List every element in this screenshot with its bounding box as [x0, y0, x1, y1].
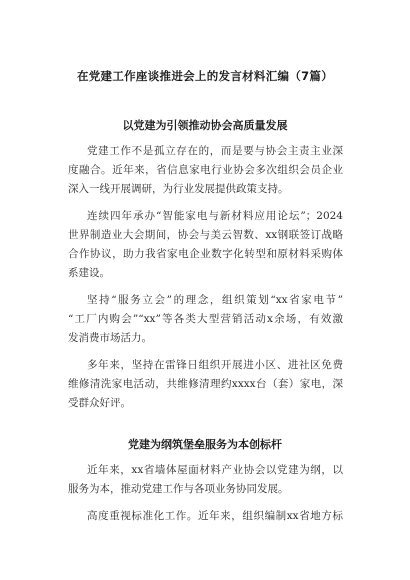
paragraph-line: 世界制造业大会期间，协会与美云智数、xx钢联签订战略 — [68, 229, 343, 241]
paragraph-line: 坚持“服务立会”的理念，组织策划“xx省家电节” — [87, 294, 343, 306]
paragraph-line: 受群众好评。 — [68, 397, 131, 409]
document-title: 在党建工作座谈推进会上的发言材料汇编（7篇） — [76, 69, 334, 83]
paragraph-line: 度融合。近年来，省信息家电行业协会多次组织会员企业 — [68, 164, 343, 176]
paragraph-line: 党建工作不是孤立存在的，而是要与协会主责主业深 — [87, 145, 343, 157]
paragraph-line: 系建设。 — [68, 267, 110, 279]
section-heading-2: 党建为纲筑堡垒服务为本创标杆 — [128, 438, 282, 451]
paragraph-line: 多年来，坚持在雷锋日组织开展进小区、进社区免费 — [87, 359, 343, 371]
paragraph-line: 深入一线开展调研，为行业发展提供政策支持。 — [68, 183, 289, 195]
paragraph-line: 合作协议，助力我省家电企业数字化转型和原材料采购体 — [68, 248, 343, 260]
paragraph-line: 近年来，xx省墙体屋面材料产业协会以党建为纲，以 — [87, 464, 343, 476]
section-heading-1: 以党建为引领推动协会高质量发展 — [122, 119, 288, 132]
paragraph-line: 服务为本，推动党建工作与各项业务协同发展。 — [68, 483, 289, 495]
paragraph-line: 发消费市场活力。 — [68, 332, 152, 344]
paragraph-line: 连续四年承办“智能家电与新材料应用论坛”；2024 — [87, 210, 343, 222]
paragraph-line: 维修清洗家电活动，共维修清理约xxxx台（套）家电，深 — [68, 378, 343, 390]
paragraph-line: “工厂内购会”“xx”等各类大型营销活动x余场，有效激 — [68, 313, 343, 325]
paragraph-line: 高度重视标准化工作。近年来，组织编制xx省地方标 — [87, 510, 343, 522]
